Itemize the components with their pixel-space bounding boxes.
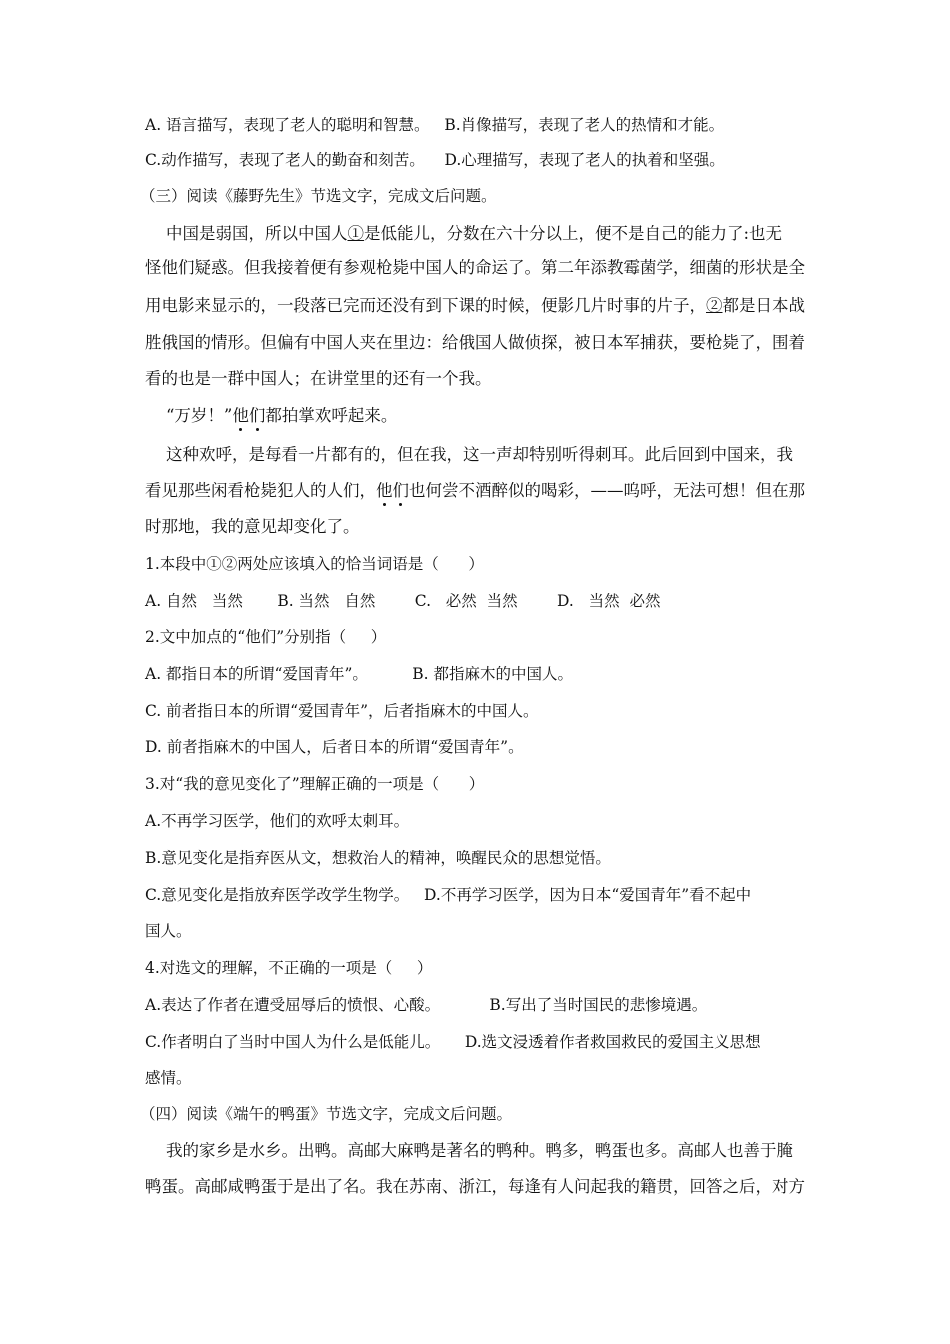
passage-line: 这种欢呼，是每看一片都有的，但在我，这一声却特别听得刺耳。此后回到中国来，我: [145, 445, 793, 464]
passage-line: 怪他们疑惑。但我接着便有参观枪毙中国人的命运了。第二年添教霉菌学，细菌的形状是全: [145, 258, 805, 277]
dotted-char: 们: [392, 481, 409, 500]
passage-line: 中国是弱国，所以中国人①是低能儿，分数在六十分以上，便不是自己的能力了:也无: [145, 224, 783, 243]
option-line: A. 都指日本的所谓“爱国青年”。 B. 都指麻木的中国人。: [145, 665, 573, 683]
option-line: 国人。: [145, 922, 192, 940]
option-line: A.表达了作者在遭受屈辱后的愤恨、心酸。 B.写出了当时国民的悲惨境遇。: [145, 996, 708, 1014]
option-line: D. 前者指麻木的中国人，后者日本的所谓“爱国青年”。: [145, 738, 524, 756]
question-stem: 2.文中加点的“他们”分别指（ ）: [145, 628, 387, 646]
option-line: C.作者明白了当时中国人为什么是低能儿。 D.选文浸透着作者救国救民的爱国主义思想: [145, 1033, 761, 1051]
dotted-char: 他: [232, 406, 249, 425]
option-line: B.意见变化是指弃医从文，想救治人的精神，唤醒民众的思想觉悟。: [145, 849, 611, 867]
passage-line: “万岁！”他们都拍掌欢呼起来。: [145, 406, 398, 425]
question-stem: 4.对选文的理解，不正确的一项是（ ）: [145, 959, 433, 977]
option-line: A.不再学习医学，他们的欢呼太刺耳。: [145, 812, 410, 830]
passage-line: 看见那些闲看枪毙犯人的人们，他们也何尝不酒醉似的喝彩，——呜呼，无法可想！但在那: [145, 481, 805, 500]
option-line: A. 自然 当然 B. 当然 自然 C. 必然 当然 D. 当然 必然: [145, 592, 661, 610]
dotted-char: 们: [248, 406, 266, 425]
passage-line: 时那地，我的意见却变化了。: [145, 517, 360, 536]
section-heading: （四）阅读《端午的鸭蛋》节选文字，完成文后问题。: [140, 1105, 513, 1123]
passage-line: 看的也是一群中国人；在讲堂里的还有一个我。: [145, 369, 492, 388]
question-stem: 3.对“我的意见变化了”理解正确的一项是（ ）: [145, 775, 485, 793]
passage-line: 我的家乡是水乡。出鸭。高邮大麻鸭是著名的鸭种。鸭多，鸭蛋也多。高邮人也善于腌: [145, 1141, 793, 1160]
dotted-char: 他: [376, 481, 393, 500]
passage-line: 鸭蛋。高邮咸鸭蛋于是出了名。我在苏南、浙江，每逢有人问起我的籍贯，回答之后，对方: [145, 1177, 805, 1196]
option-line: 感情。: [145, 1069, 192, 1087]
option-line: C.动作描写，表现了老人的勤奋和刻苦。 D.心理描写，表现了老人的执着和坚强。: [145, 151, 725, 169]
section-heading: （三）阅读《藤野先生》节选文字，完成文后问题。: [140, 187, 497, 205]
option-line: C. 前者指日本的所谓“爱国青年”，后者指麻木的中国人。: [145, 702, 539, 720]
passage-line: 用电影来显示的，一段落已完而还没有到下课的时候，便影几片时事的片子，②都是日本战: [145, 296, 805, 315]
option-line: A. 语言描写，表现了老人的聪明和智慧。 B.肖像描写，表现了老人的热情和才能。: [145, 116, 725, 134]
blank-marker: ②: [706, 296, 723, 315]
option-line: C.意见变化是指放弃医学改学生物学。 D.不再学习医学，因为日本“爱国青年”看不起中: [145, 886, 752, 904]
question-stem: 1.本段中①②两处应该填入的恰当词语是（ ）: [145, 555, 484, 573]
blank-marker: ①: [347, 224, 364, 243]
passage-line: 胜俄国的情形。但偏有中国人夹在里边：给俄国人做侦探，被日本军捕获，要枪毙了，围着: [145, 333, 805, 352]
